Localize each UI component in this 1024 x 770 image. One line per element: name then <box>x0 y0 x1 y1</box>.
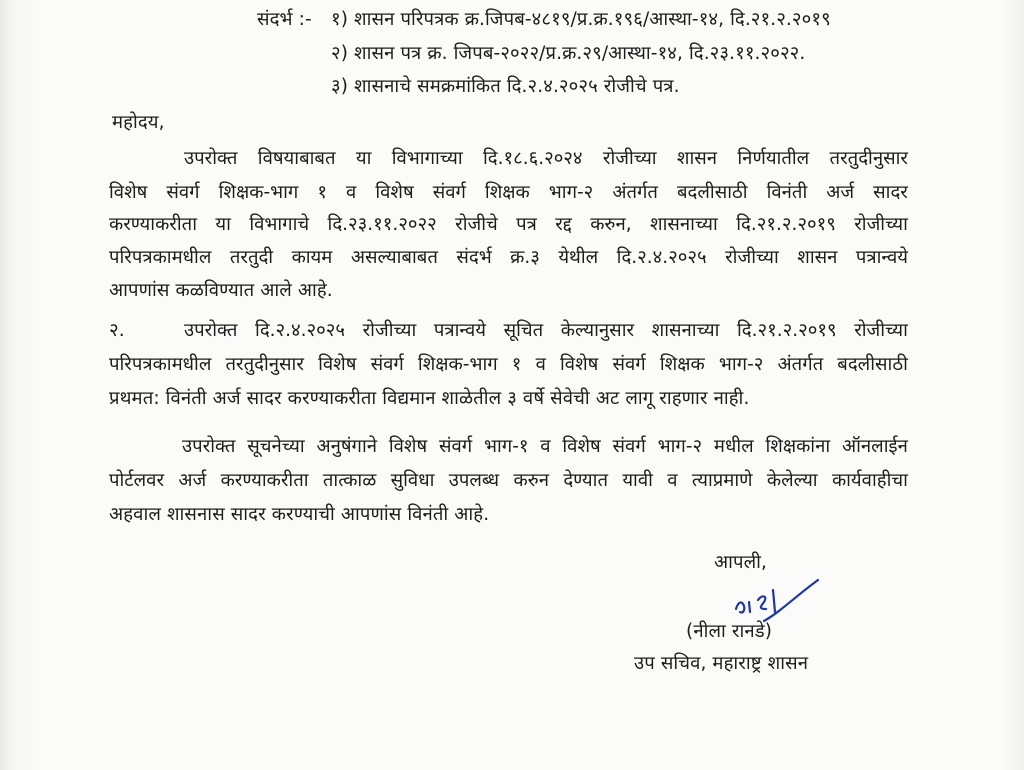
word: उपरोक्त <box>184 148 238 169</box>
word: विशेष <box>388 436 428 457</box>
word: दि.२१.२.२०१९ <box>737 320 837 341</box>
word: तात्काळ <box>322 470 377 491</box>
word: व <box>540 436 551 457</box>
word: अंतर्गत <box>777 354 824 375</box>
reference-item-3: ३) शासनाचे समक्रमांकित दि.२.४.२०२५ रोजीचे पत्र. <box>331 76 680 97</box>
word: रोजीच्या <box>854 214 908 235</box>
salutation: महोदय, <box>112 112 165 133</box>
word: मधील <box>713 436 754 457</box>
sign-off: आपली, <box>714 552 768 573</box>
word: भाग-२ <box>548 182 594 203</box>
word: तरतुदीनुसार <box>829 148 908 169</box>
word: पोर्टलवर <box>109 470 165 491</box>
word: विशेष <box>109 182 148 203</box>
paragraph-1-line-3 <box>109 216 908 235</box>
word: विशेष <box>375 182 414 203</box>
paragraph-2-line-3: प्रथमत: विनंती अर्ज सादर करण्याकरीता विद्यमान शाळेतील ३ वर्षे सेवेची अट लागू राहणार नाही. <box>109 388 750 409</box>
word: भाग-२ <box>718 354 764 375</box>
word: विशेष <box>560 354 599 375</box>
paragraph-3-line-3: अहवाल शासनास सादर करण्याची आपणांस विनंती आहे. <box>109 504 490 525</box>
word: या <box>355 148 372 169</box>
word: भाग-१ <box>483 436 529 457</box>
word: केल्यानुसार <box>560 320 635 341</box>
word: देण्यात <box>563 470 608 491</box>
word: ऑनलाईन <box>841 436 908 457</box>
paragraph-3-line-2 <box>109 472 908 491</box>
word: करुन <box>513 470 549 491</box>
word: उपरोक्त <box>182 436 236 457</box>
word: संवर्ग <box>612 436 646 457</box>
word: त्याप्रमाणे <box>691 470 753 491</box>
word: सादर <box>873 182 908 203</box>
word: शासन <box>797 247 838 268</box>
paragraph-2-line-1 <box>184 322 908 341</box>
word: सुविधा <box>390 470 435 491</box>
word: अर्ज <box>178 470 207 491</box>
word: रद्द <box>555 214 572 235</box>
word: शासनाच्या <box>651 320 720 341</box>
word: १ <box>511 354 522 375</box>
word: बदलीसाठी <box>676 182 748 203</box>
word: परिपत्रकामधील <box>109 354 212 375</box>
word: असल्याबाबत <box>350 247 438 268</box>
word: विषयाबाबत <box>257 148 336 169</box>
word: शिक्षक <box>484 182 530 203</box>
word: उपलब्ध <box>448 470 500 491</box>
word: पत्रान्वये <box>855 247 908 268</box>
word: पत्रान्वये <box>433 320 486 341</box>
word: १ <box>317 182 327 203</box>
word: सूचनेच्या <box>247 436 305 457</box>
word: संवर्ग <box>612 354 646 375</box>
word: परिपत्रकामधील <box>109 247 212 268</box>
signatory-name: (नीला रानडे) <box>686 621 773 642</box>
word: शासनाच्या <box>650 214 718 235</box>
signatory-designation: उप सचिव, महाराष्ट्र शासन <box>634 653 809 674</box>
word: रोजीच्या <box>854 320 908 341</box>
word: करण्याकरीता <box>220 470 309 491</box>
word: रोजीच्या <box>362 320 417 341</box>
word: विभागाच्या <box>391 148 463 169</box>
word: रोजीच्या <box>602 148 657 169</box>
paragraph-3-line-1 <box>182 438 908 457</box>
word: या <box>215 214 231 235</box>
word: भाग-२ <box>657 436 703 457</box>
word: विशेष <box>318 354 357 375</box>
reference-item-2: २) शासन पत्र क्र. जिपब-२०२२/प्र.क्र.२९/आस्था-१४, दि.२३.११.२०२२. <box>331 43 806 64</box>
word: निर्णयातील <box>737 148 810 169</box>
word: विनंती <box>766 182 808 203</box>
word: संवर्ग <box>166 182 200 203</box>
word: संवर्ग <box>438 436 473 457</box>
paragraph-2-number: २. <box>109 320 125 341</box>
word: तरतुदीनुसार <box>225 354 304 375</box>
word: अनुषंगाने <box>316 436 378 457</box>
word: विशेष <box>562 436 601 457</box>
word: उपरोक्त <box>184 320 238 341</box>
word: अंतर्गत <box>612 182 658 203</box>
word: कायम <box>291 247 333 268</box>
word: दि.२३.११.२०२२ <box>327 214 437 235</box>
word: कार्यवाहीचा <box>831 470 908 491</box>
word: शिक्षकांना <box>765 436 831 457</box>
word: येथील <box>558 247 599 268</box>
word: सूचित <box>503 320 544 341</box>
word: क्र.३ <box>510 247 540 268</box>
word: करुन, <box>590 214 632 235</box>
word: रोजीच्या <box>725 247 779 268</box>
word: संवर्ग <box>432 182 466 203</box>
word: रोजीचे <box>455 214 498 235</box>
word: शिक्षक-भाग <box>218 182 299 203</box>
word: शिक्षक-भाग <box>417 354 498 375</box>
word: बदलीसाठी <box>837 354 908 375</box>
word: दि.१८.६.२०२४ <box>482 148 583 169</box>
word: अर्ज <box>826 182 855 203</box>
word: व <box>535 354 546 375</box>
word: शिक्षक <box>659 354 705 375</box>
word: व <box>346 182 357 203</box>
word: यावी <box>622 470 653 491</box>
paragraph-1-line-4 <box>109 249 908 268</box>
word: विभागाचे <box>249 214 310 235</box>
reference-item-1: १) शासन परिपत्रक क्र.जिपब-४८१९/प्र.क्र.१९६/आस्था-१४, दि.२१.२.२०१९ <box>331 9 831 30</box>
word: संवर्ग <box>370 354 404 375</box>
handwritten-signature <box>728 576 824 626</box>
reference-label: संदर्भ :- <box>257 9 312 30</box>
paragraph-1-line-1 <box>184 150 908 169</box>
word: दि.२१.२.२०१९ <box>736 214 836 235</box>
word: संदर्भ <box>456 247 492 268</box>
paragraph-1-line-2 <box>109 184 908 203</box>
word: शासन <box>676 148 718 169</box>
word: पत्र <box>516 214 537 235</box>
word: दि.२.४.२०२५ <box>255 320 346 341</box>
word: करण्याकरीता <box>109 214 197 235</box>
paragraph-2-line-2 <box>109 356 908 375</box>
paragraph-1-line-5: आपणांस कळविण्यात आले आहे. <box>109 280 333 301</box>
word: दि.२.४.२०२५ <box>616 247 707 268</box>
word: केलेल्या <box>766 470 818 491</box>
word: तरतुदी <box>229 247 274 268</box>
word: व <box>667 470 678 491</box>
